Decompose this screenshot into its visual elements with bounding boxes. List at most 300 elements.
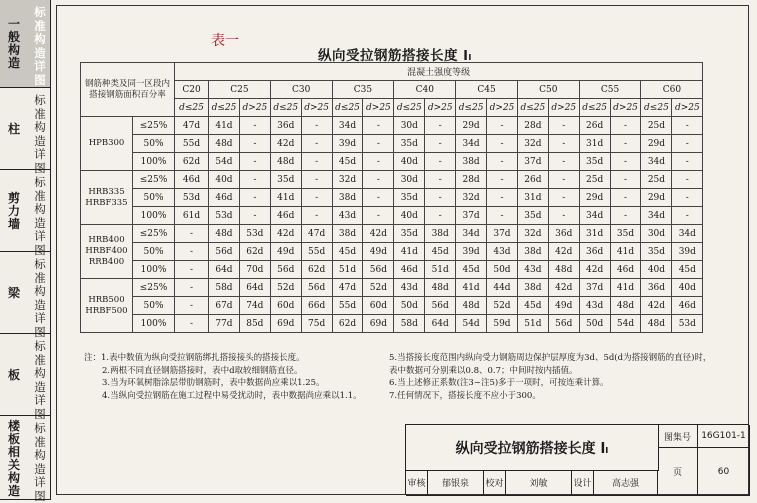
lap-length-value: 32d [332,171,363,189]
table-row [81,117,703,135]
lap-length-value: 56d [363,261,394,279]
lap-length-value: 60d [363,297,394,315]
lap-length-value: 51d [425,261,456,279]
table-row [81,297,703,315]
lap-length-value: 45d [425,243,456,261]
lap-length-value: 45d [332,243,363,261]
lap-length-value: - [425,171,456,189]
table-row [81,207,703,225]
lap-length-value: - [548,207,579,225]
lap-length-value: 42d [270,135,301,153]
lap-length-value: 45d [332,153,363,171]
sidebar-section[interactable] [0,170,50,257]
sidebar-section-name: 一般构造 [7,17,20,70]
table-row [81,315,703,333]
lap-length-value: - [363,117,394,135]
sidebar-section-name: 楼板相关构造 [7,419,20,498]
lap-length-value: 66d [301,297,332,315]
lap-length-value: 28d [456,171,487,189]
lap-length-value: 34d [332,117,363,135]
lap-length-value: 45d [456,261,487,279]
lap-length-value: - [487,117,518,135]
lap-length-value: 54d [456,315,487,333]
lap-length-value: 34d [641,207,672,225]
lap-length-value: 42d [641,297,672,315]
lap-length-value: 53d [209,207,240,225]
lap-length-value: 41d [610,279,641,297]
lap-length-value: 42d [548,243,579,261]
lap-length-value: - [425,117,456,135]
lap-length-value: - [425,207,456,225]
lap-length-value: 39d [456,243,487,261]
lap-length-value: - [672,207,703,225]
lap-length-value: 42d [363,225,394,243]
sidebar-section-name: 梁 [7,285,20,300]
lap-length-value: 38d [517,243,548,261]
rebar-type-cell: HRB400 HRBF400 RRB400 [81,225,133,279]
lap-length-value: 35d [394,135,425,153]
lap-length-value: - [548,153,579,171]
diameter-subheader: d≤25 [209,99,240,117]
lap-length-value: - [548,117,579,135]
lap-length-value: 35d [641,243,672,261]
percentage-cell: 100% [133,261,175,279]
lap-length-value: 32d [456,189,487,207]
sidebar-section-subtitle: 标准构造详图 [34,339,46,421]
lap-length-value: - [175,279,209,297]
sidebar-section[interactable] [0,252,50,339]
lap-length-value: 50d [487,261,518,279]
lap-length-value: - [610,171,641,189]
diameter-subheader: d≤25 [332,99,363,117]
percentage-cell: ≤25% [133,117,175,135]
lap-length-value: 35d [517,207,548,225]
sidebar [0,0,51,503]
lap-length-value: 35d [270,171,301,189]
sidebar-section[interactable] [0,416,50,503]
lap-length-value: 62d [175,153,209,171]
lap-length-value: 53d [672,315,703,333]
lap-length-value: - [301,189,332,207]
lap-length-value: 26d [579,117,610,135]
lap-length-value: 30d [394,117,425,135]
diameter-subheader: d≤25 [270,99,301,117]
lap-length-value: 50d [394,297,425,315]
diameter-subheader: d>25 [610,99,641,117]
lap-length-value: - [425,189,456,207]
diameter-subheader: d≤25 [641,99,672,117]
lap-length-value: 46d [394,261,425,279]
lap-length-value: - [548,171,579,189]
lap-length-value: 38d [425,225,456,243]
lap-length-value: - [672,135,703,153]
grade-header: C20 [175,81,209,99]
lap-length-value: 34d [456,225,487,243]
table-row [81,243,703,261]
lap-length-value: 41d [394,243,425,261]
lap-length-value: 62d [301,261,332,279]
lap-length-value: 64d [425,315,456,333]
sidebar-section-subtitle: 标准构造详图 [34,93,46,175]
lap-length-value: - [175,297,209,315]
lap-length-value: 35d [610,225,641,243]
lap-length-value: - [175,225,209,243]
percentage-cell: 50% [133,135,175,153]
rebar-type-cell: HRB335 HRBF335 [81,171,133,225]
lap-length-value: 38d [517,279,548,297]
note-line: 2.两根不同直径钢筋搭接时，表中d取较细钢筋直径。 [102,365,303,376]
note-line: 4.当纵向受拉钢筋在施工过程中易受扰动时，表中数据尚应乘以1.1。 [102,390,362,401]
lap-length-value: 42d [548,279,579,297]
lap-length-value: 29d [456,117,487,135]
lap-length-value: - [175,315,209,333]
lap-length-value: - [363,171,394,189]
lap-length-value: 41d [209,117,240,135]
lap-length-value: 43d [332,207,363,225]
lap-length-value: - [239,135,270,153]
notes-left [84,352,384,402]
lap-length-value: 34d [579,207,610,225]
title-block [405,424,749,495]
lap-length-value: 39d [672,243,703,261]
lap-length-value: - [239,117,270,135]
lap-length-value: - [487,189,518,207]
lap-length-value: - [363,189,394,207]
lap-length-value: 35d [394,189,425,207]
lap-length-value: 67d [209,297,240,315]
note-line: 注：1.表中数值为纵向受拉钢筋绑扎搭接接头的搭接长度。 [84,353,305,363]
lap-length-value: 29d [641,189,672,207]
percentage-cell: 50% [133,243,175,261]
lap-length-value: 35d [394,225,425,243]
diameter-subheader: d>25 [548,99,579,117]
sidebar-section[interactable] [0,0,50,88]
lap-length-value: 47d [175,117,209,135]
lap-length-value: 62d [239,243,270,261]
lap-length-value: 32d [517,225,548,243]
rebar-type-cell: HPB300 [81,117,133,171]
lap-length-value: 48d [209,135,240,153]
lap-length-value: 34d [456,135,487,153]
diameter-subheader: d≤25 [456,99,487,117]
corner-header: 钢筋种类及同一区段内搭接钢筋面积百分率 [81,63,175,117]
lap-length-value: 47d [332,279,363,297]
table-title: 纵向受拉钢筋搭接长度 lₗ [318,48,472,64]
lap-length-value: - [363,207,394,225]
note-line: 7.任何情况下，搭接长度不应小于300。 [389,390,541,401]
lap-length-table [80,62,703,333]
design-label: 设计 [572,470,594,496]
lap-length-value: - [487,135,518,153]
lap-length-value: 53d [175,189,209,207]
lap-length-value: 25d [641,171,672,189]
lap-length-value: - [239,153,270,171]
lap-length-value: 56d [209,243,240,261]
lap-length-value: 64d [239,279,270,297]
lap-length-value: - [548,135,579,153]
table-row [81,153,703,171]
lap-length-value: - [487,207,518,225]
table-row [81,135,703,153]
lap-length-value: 36d [548,225,579,243]
lap-length-value: 36d [579,243,610,261]
sidebar-section-subtitle: 标准构造详图 [34,421,46,503]
diameter-subheader: d>25 [425,99,456,117]
lap-length-value: 49d [363,243,394,261]
lap-length-value: - [672,189,703,207]
lap-length-value: 69d [363,315,394,333]
lap-length-value: 52d [270,279,301,297]
lap-length-value: 46d [672,297,703,315]
diameter-subheader: d>25 [672,99,703,117]
lap-length-value: 31d [517,189,548,207]
red-table-label: 表一 [211,33,239,49]
check-label: 校对 [484,470,506,496]
lap-length-value: 29d [579,189,610,207]
lap-length-value: - [301,207,332,225]
lap-length-value: 38d [456,153,487,171]
lap-length-value: 31d [579,225,610,243]
lap-length-value: 59d [487,315,518,333]
percentage-cell: ≤25% [133,279,175,297]
sidebar-section[interactable] [0,88,50,175]
lap-length-value: - [487,153,518,171]
lap-length-value: 41d [610,243,641,261]
lap-length-value: 75d [301,315,332,333]
note-line: 5.当搭接长度范围内纵向受力钢筋周边保护层厚度为3d、5d(d为搭接钢筋的直径)时，表中数据可分别乘以0.8、0.7；中间时按内插值。 [389,353,712,376]
lap-length-value: 25d [641,117,672,135]
lap-length-value: 74d [239,297,270,315]
lap-length-value: - [425,153,456,171]
percentage-cell: 100% [133,315,175,333]
diameter-subheader: d>25 [363,99,394,117]
lap-length-value: 34d [672,225,703,243]
lap-length-value: 39d [332,135,363,153]
note-line: 6.当上述修正系数(注3~注5)多于一项时，可按连乘计算。 [389,378,609,388]
lap-length-value: 50d [579,315,610,333]
reviewer-name: 郁银泉 [428,470,484,496]
table-row [81,189,703,207]
diameter-subheader: d>25 [487,99,518,117]
lap-length-value: 30d [394,171,425,189]
lap-length-value: 42d [270,225,301,243]
table-header-row [81,63,703,81]
lap-length-value: 77d [209,315,240,333]
lap-length-value: 61d [175,207,209,225]
lap-length-value: 36d [270,117,301,135]
lap-length-value: 37d [579,279,610,297]
lap-length-value: 51d [517,315,548,333]
lap-length-value: 43d [579,297,610,315]
lap-length-value: 52d [487,297,518,315]
lap-length-value: 38d [332,189,363,207]
lap-length-value: 56d [270,261,301,279]
lap-length-value: 56d [425,297,456,315]
table-header-row [81,81,703,99]
lap-length-value: 46d [209,189,240,207]
percentage-cell: ≤25% [133,171,175,189]
lap-length-value: 62d [332,315,363,333]
table-row [81,225,703,243]
lap-length-value: - [301,153,332,171]
lap-length-value: 54d [610,315,641,333]
sidebar-section-name: 柱 [7,121,20,136]
checker-name: 刘敏 [506,470,572,496]
title-block-title: 纵向受拉钢筋搭接长度 lₗ [406,425,659,471]
lap-length-value: - [301,135,332,153]
lap-length-value: 41d [270,189,301,207]
table-row [81,171,703,189]
lap-length-value: 46d [610,261,641,279]
lap-length-value: 58d [394,315,425,333]
lap-length-value: 48d [610,297,641,315]
lap-length-value: 47d [301,225,332,243]
lap-length-value: 55d [332,297,363,315]
lap-length-value: 40d [394,207,425,225]
table-row [81,279,703,297]
diameter-subheader: d>25 [239,99,270,117]
lap-length-value: 38d [332,225,363,243]
lap-length-value: 44d [487,279,518,297]
diameter-subheader: d≤25 [517,99,548,117]
lap-length-value: 34d [641,153,672,171]
lap-length-value: 48d [641,315,672,333]
lap-length-value: - [487,171,518,189]
lap-length-value: 48d [209,225,240,243]
note-line: 3.当为环氧树脂涂层带肋钢筋时，表中数据尚应乘以1.25。 [102,378,325,388]
lap-length-value: 69d [270,315,301,333]
lap-length-value: 49d [548,297,579,315]
lap-length-value: 46d [270,207,301,225]
lap-length-value: 35d [579,153,610,171]
lap-length-value: 45d [672,261,703,279]
lap-length-value: 56d [301,279,332,297]
designer-name: 高志强 [594,470,658,496]
lap-length-value: - [672,153,703,171]
grade-header: C40 [394,81,456,99]
lap-length-value: 37d [487,225,518,243]
table-header-row [81,99,703,117]
lap-length-value: 43d [487,243,518,261]
lap-length-value: - [548,189,579,207]
lap-length-value: 40d [209,171,240,189]
diameter-subheader: d>25 [301,99,332,117]
sidebar-section-name: 剪力墙 [7,190,20,231]
lap-length-value: 56d [548,315,579,333]
lap-length-value: 28d [517,117,548,135]
lap-length-value: 42d [579,261,610,279]
lap-length-value: 36d [641,279,672,297]
lap-length-value: 48d [456,297,487,315]
lap-length-value: 37d [456,207,487,225]
grade-header: C25 [209,81,271,99]
diameter-subheader: d≤25 [394,99,425,117]
lap-length-value: - [239,171,270,189]
lap-length-value: - [363,135,394,153]
lap-length-value: 41d [456,279,487,297]
lap-length-value: 43d [517,261,548,279]
lap-length-value: - [175,261,209,279]
table-row [81,261,703,279]
concrete-grade-header: 混凝土强度等级 [175,63,703,81]
lap-length-value: 25d [579,171,610,189]
lap-length-value: 58d [209,279,240,297]
lap-length-value: 48d [425,279,456,297]
lap-length-value: 37d [517,153,548,171]
page-label: 页 [658,448,698,496]
lap-length-value: 45d [517,297,548,315]
lap-length-value: 55d [301,243,332,261]
rebar-type-cell: HRB500 HRBF500 [81,279,133,333]
sidebar-section-subtitle: 标准构造详图 [34,5,46,87]
sidebar-section-subtitle: 标准构造详图 [34,175,46,257]
lap-length-value: 31d [579,135,610,153]
percentage-cell: 50% [133,189,175,207]
lap-length-value: 40d [641,261,672,279]
review-label: 审核 [406,470,428,496]
grade-header: C55 [579,81,641,99]
lap-length-value: - [301,117,332,135]
grade-header: C50 [517,81,579,99]
lap-length-value: - [672,117,703,135]
percentage-cell: ≤25% [133,225,175,243]
lap-length-value: 51d [332,261,363,279]
lap-length-value: 46d [175,171,209,189]
lap-length-value: 32d [517,135,548,153]
sidebar-section[interactable] [0,334,50,421]
diameter-subheader: d≤25 [175,99,209,117]
lap-length-value: 52d [363,279,394,297]
notes-right [389,352,719,402]
lap-length-value: 49d [270,243,301,261]
lap-length-value: 40d [672,279,703,297]
lap-length-value: - [610,117,641,135]
lap-length-value: 29d [641,135,672,153]
atlas-number: 16G101-1 [698,425,750,448]
lap-length-value: - [239,207,270,225]
grade-header: C35 [332,81,394,99]
lap-length-value: - [425,135,456,153]
lap-length-value: 48d [270,153,301,171]
page-number: 60 [698,448,750,496]
lap-length-value: 55d [175,135,209,153]
lap-length-value: 60d [270,297,301,315]
lap-length-value: - [610,135,641,153]
lap-length-value: - [363,153,394,171]
grade-header: C45 [456,81,518,99]
lap-length-value: 85d [239,315,270,333]
grade-header: C60 [641,81,703,99]
sidebar-section-subtitle: 标准构造详图 [34,257,46,339]
lap-length-value: 70d [239,261,270,279]
lap-length-value: - [239,189,270,207]
percentage-cell: 50% [133,297,175,315]
lap-length-value: 26d [517,171,548,189]
lap-length-value: - [610,207,641,225]
lap-length-value: 54d [209,153,240,171]
diameter-subheader: d≤25 [579,99,610,117]
atlas-label: 图集号 [658,425,698,448]
lap-length-value: - [175,243,209,261]
grade-header: C30 [270,81,332,99]
percentage-cell: 100% [133,153,175,171]
lap-length-value: - [610,189,641,207]
lap-length-value: 30d [641,225,672,243]
lap-length-value: - [610,153,641,171]
lap-length-value: 40d [394,153,425,171]
lap-length-value: 64d [209,261,240,279]
lap-length-value: 48d [548,261,579,279]
